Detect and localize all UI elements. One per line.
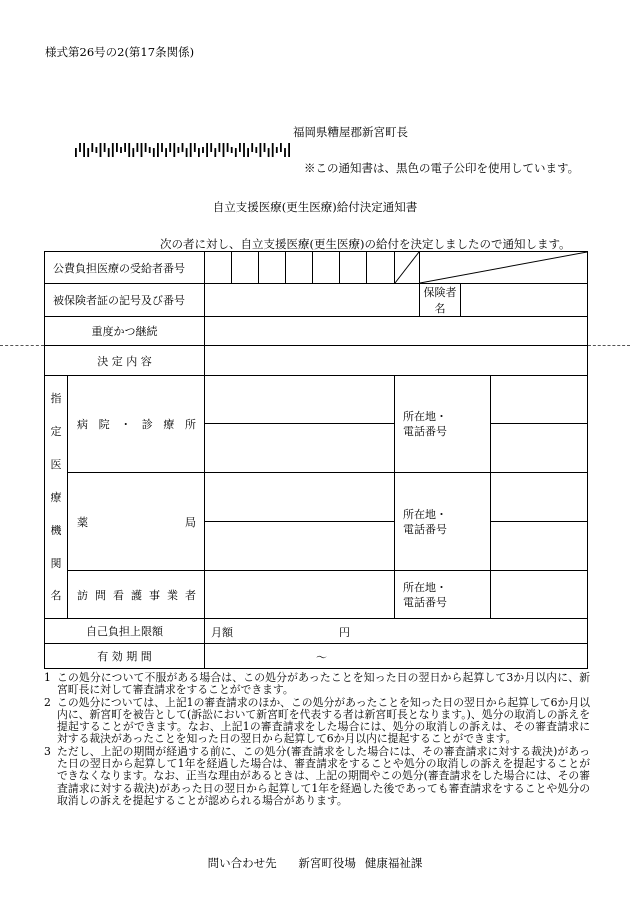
digit-box[interactable] (367, 252, 395, 284)
insurance-row (45, 284, 588, 317)
decision-row (45, 346, 588, 376)
period-label: 有 効 期 間 (45, 644, 205, 669)
designated-label: 指 定 医 療 機 関 名 (45, 376, 68, 619)
severe-label: 重度かつ継続 (45, 317, 205, 346)
diagonal-line (395, 252, 419, 283)
decision-field[interactable] (205, 346, 588, 376)
hospital-name-field[interactable] (205, 376, 395, 424)
digit-box[interactable] (232, 252, 259, 284)
seal-note: ※この通知書は、黒色の電子公印を使用しています。 (304, 161, 580, 175)
contact-info (0, 855, 630, 871)
copay-label: 自己負担上限額 (45, 619, 205, 644)
copay-field[interactable] (205, 619, 588, 644)
insurance-card-label: 被保険者証の記号及び番号 (45, 284, 205, 317)
fold-line-left (0, 345, 44, 346)
pharmacy-name-field-2[interactable] (205, 522, 395, 571)
pharmacy-label: 薬 局 (68, 473, 205, 571)
pharmacy-phone-field[interactable] (491, 522, 588, 571)
check-digit-box[interactable] (395, 252, 420, 284)
hospital-label: 病 院 ・ 診 療 所 (68, 376, 205, 473)
customer-barcode (74, 143, 292, 157)
nursing-name-field[interactable] (205, 571, 395, 619)
fold-line-right (588, 345, 630, 346)
recipient-row (45, 252, 588, 284)
hospital-name-field-2[interactable] (205, 424, 395, 473)
pharmacy-name-field[interactable] (205, 473, 395, 522)
nursing-label: 訪 問 看 護 事 業 者 (68, 571, 205, 619)
note-item: 2 この処分については、上記1の審査請求のほか、この処分があったことを知った日の翌日から起算して6か月以内に、新宮町を被告として(訴訟において新宮町を代表する者は新宮町長となります。)、処分の取消しの訴えを提起することができます。なお、上記1の審査請求をした場合には、処分の取消しの訴えは、その審査請求に対する裁決があったことを知った日の翌日から起算して6か月以内に提起することができます。 (44, 695, 590, 746)
note-item: 3 ただし、上記の期間が経過する前に、この処分(審査請求をした場合には、その審査請求に対する裁決)があった日の翌日から起算して1年を経過した場合は、審査請求をすることや処分の取消しの訴えを提起することができなくなります。なお、正当な理由があるときは、上記の期間やこの処分(審査請求をした場合には、その審査請求に対する裁決)があった日の翌日から起算して1年を経過した後であっても審査請求をすることや処分の取消しの訴えを提起することが認められる場合があります。 (44, 744, 590, 807)
contact-section: 健康福祉課 (364, 856, 423, 870)
tilde: 〜 (316, 651, 327, 664)
hospital-address-label: 所在地・ 電話番号 (395, 376, 491, 473)
pharmacy-address-field[interactable] (491, 473, 588, 522)
yen-label: 円 (339, 626, 350, 639)
monthly-label: 月額 (211, 626, 233, 639)
decision-table (44, 251, 588, 669)
notes (44, 672, 590, 807)
digit-box[interactable] (313, 252, 340, 284)
period-row (45, 644, 588, 669)
form-number: 様式第26号の2(第17条関係) (45, 45, 195, 59)
intro-text: 次の者に対し、自立支援医療(更生医療)の給付を決定しましたので通知します。 (160, 237, 571, 251)
issuer-name: 福岡県糟屋郡新宮町長 (293, 125, 408, 139)
insurer-name-label: 保険者名 (420, 284, 461, 317)
digit-box[interactable] (259, 252, 286, 284)
contact-label: 問い合わせ先 (207, 856, 277, 870)
unused-area (420, 252, 588, 284)
period-field[interactable] (205, 644, 588, 669)
insurer-name-field[interactable] (461, 284, 588, 317)
hospital-address-field[interactable] (491, 376, 588, 424)
copay-row (45, 619, 588, 644)
severe-field[interactable] (205, 317, 588, 346)
diagonal-line (420, 252, 587, 283)
recipient-no-label: 公費負担医療の受給者番号 (45, 252, 205, 284)
document-title: 自立支援医療(更生医療)給付決定通知書 (212, 200, 418, 214)
nursing-address-label: 所在地・ 電話番号 (395, 571, 491, 619)
nursing-address-field[interactable] (491, 571, 588, 619)
digit-box[interactable] (340, 252, 367, 284)
decision-label: 決 定 内 容 (45, 346, 205, 376)
note-item: 1 この処分について不服がある場合は、この処分があったことを知った日の翌日から起算して3か月以内に、新宮町長に対して審査請求をすることができます。 (44, 671, 590, 697)
hospital-phone-field[interactable] (491, 424, 588, 473)
insurance-card-field[interactable] (205, 284, 420, 317)
severe-row (45, 317, 588, 346)
pharmacy-address-label: 所在地・ 電話番号 (395, 473, 491, 571)
digit-box[interactable] (286, 252, 313, 284)
digit-box[interactable] (205, 252, 232, 284)
contact-office: 新宮町役場 (298, 856, 356, 870)
